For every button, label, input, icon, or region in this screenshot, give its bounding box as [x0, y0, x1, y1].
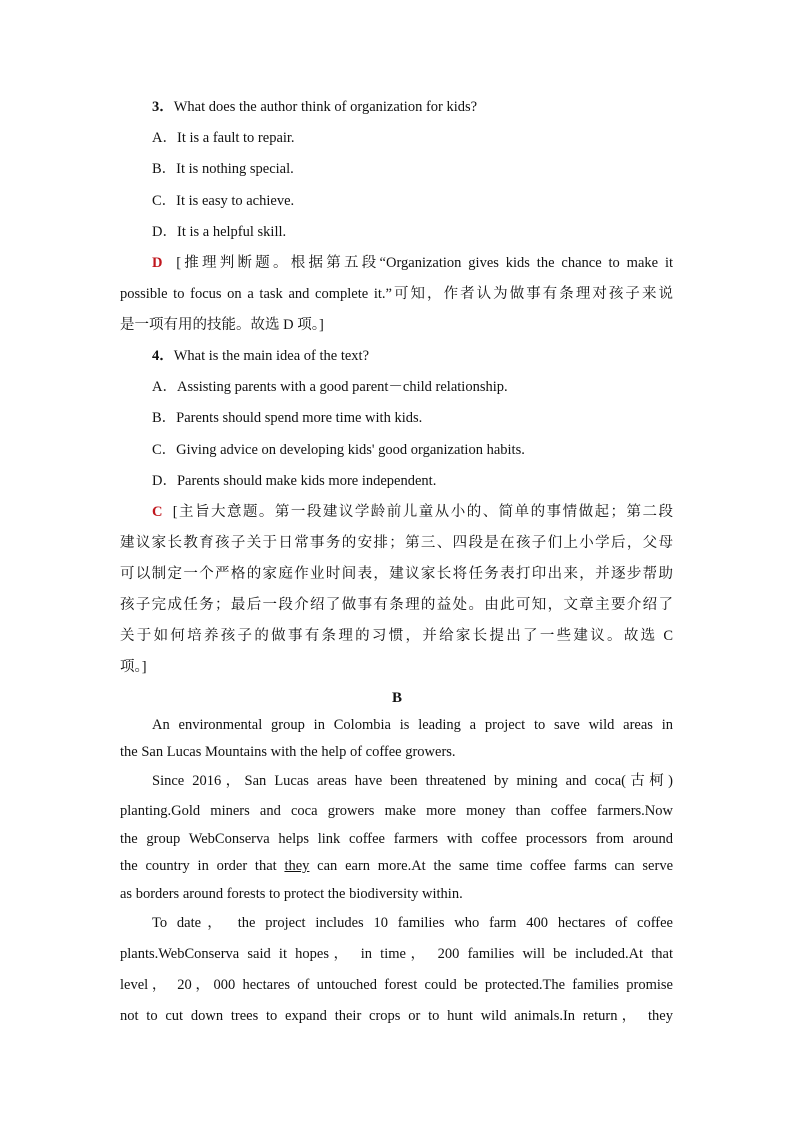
p2-line-2: planting.Gold miners and coca growers make more money than coffee farmers.Now	[120, 803, 673, 819]
q4-answer-letter: C	[152, 504, 163, 520]
q4-option-b	[152, 408, 673, 428]
p1-line-1: An environmental group in Colombia is leading a project to save wild areas in	[152, 717, 673, 733]
q4-explanation-line-1	[152, 502, 673, 522]
option-key: B．	[152, 410, 177, 426]
option-text: Parents should make kids more independent.	[176, 473, 437, 489]
question-3-text: What does the author think of organization for kids?	[173, 99, 478, 115]
p2-line-4	[120, 856, 673, 876]
option-key: A．	[152, 379, 177, 395]
question-3-number: 3．	[152, 99, 174, 115]
q4-option-d	[152, 471, 673, 491]
option-text: It is a helpful skill.	[176, 224, 287, 240]
p3-line-3: level， 20，000 hectares of untouched forest could be protected.The families promise	[120, 977, 673, 993]
q4-option-a	[152, 377, 673, 397]
option-text: Parents should spend more time with kids.	[176, 410, 423, 426]
q3-answer-letter: D	[152, 255, 163, 271]
p3-line-1: To date， the project includes 10 families who farm 400 hectares of coffee	[152, 915, 673, 931]
p2-line-3: the group WebConserva helps link coffee farmers with coffee processors from around	[120, 831, 673, 847]
option-key: D．	[152, 224, 177, 240]
q4-explanation-line-6: 项。]	[120, 659, 147, 675]
p2-line-5: as borders around forests to protect the biodiversity within.	[120, 886, 463, 902]
q4-option-c	[152, 440, 673, 460]
q3-explanation-line-3: 是一项有用的技能。故选 D 项。]	[120, 317, 324, 333]
q3-explanation-line-1	[152, 253, 673, 273]
option-key: B．	[152, 161, 177, 177]
option-key: C．	[152, 193, 177, 209]
q4-explanation-line-5: 关于如何培养孩子的做事有条理的习惯，并给家长提出了一些建议。故选 C	[120, 628, 673, 644]
p2-line-1: Since 2016，San Lucas areas have been threatened by mining and coca(古柯)	[152, 773, 673, 789]
underlined-word: they	[284, 858, 310, 874]
explanation-text: [推理判断题。根据第五段“Organization gives kids the chance to make it	[176, 255, 673, 271]
explanation-text: [主旨大意题。第一段建议学龄前儿童从小的、简单的事情做起；第二段	[172, 504, 674, 520]
q4-explanation-line-3: 可以制定一个严格的家庭作业时间表，建议家长将任务表打印出来，并逐步帮助	[120, 566, 673, 582]
option-key: C．	[152, 442, 177, 458]
question-4-number: 4．	[152, 348, 174, 364]
question-3	[152, 97, 673, 117]
question-4-text: What is the main idea of the text?	[173, 348, 370, 364]
q4-explanation-line-2: 建议家长教育孩子关于日常事务的安排；第三、四段是在孩子们上小学后，父母	[120, 535, 673, 551]
q3-option-b	[152, 159, 673, 179]
option-text: It is nothing special.	[176, 161, 294, 177]
option-text: It is a fault to repair.	[176, 130, 295, 146]
q3-option-a	[152, 128, 673, 148]
p3-line-4: not to cut down trees to expand their crops or to hunt wild animals.In return， they	[120, 1008, 673, 1024]
text-run: the country in order that	[120, 858, 285, 874]
q3-explanation-line-2: possible to focus on a task and complete it.”可知，作者认为做事有条理对孩子来说	[120, 286, 673, 302]
question-4	[152, 346, 673, 366]
p3-line-2: plants.WebConserva said it hopes， in time， 200 families will be included.At that	[120, 946, 673, 962]
text-run: can earn more.At the same time coffee farms can serve	[309, 858, 674, 874]
option-text: It is easy to achieve.	[176, 193, 295, 209]
section-heading: B	[391, 690, 402, 706]
option-text: Giving advice on developing kids' good organization habits.	[176, 442, 525, 458]
option-key: A．	[152, 130, 177, 146]
option-text: Assisting parents with a good parent－child relationship.	[176, 379, 508, 395]
q3-option-d	[152, 222, 673, 242]
q3-option-c	[152, 191, 673, 211]
p1-line-2: the San Lucas Mountains with the help of coffee growers.	[120, 744, 456, 760]
option-key: D．	[152, 473, 177, 489]
q4-explanation-line-4: 孩子完成任务；最后一段介绍了做事有条理的益处。由此可知，文章主要介绍了	[120, 597, 673, 613]
